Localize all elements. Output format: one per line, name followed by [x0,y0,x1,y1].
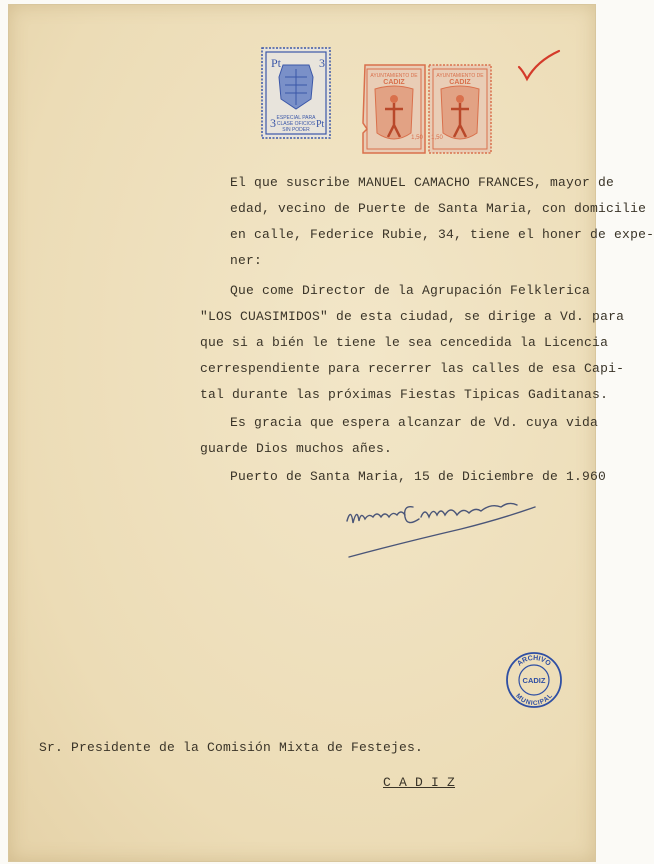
document-page [8,4,654,862]
svg-text:3: 3 [319,56,325,70]
svg-text:CADIZ: CADIZ [383,79,405,86]
seal-center-text: CADIZ [522,676,546,685]
checkmark-icon [517,49,561,83]
svg-text:CADIZ: CADIZ [449,79,471,86]
svg-text:Pt: Pt [271,56,282,70]
letter-line: El que suscribe MANUEL CAMACHO FRANCES, mayor de [230,175,615,190]
municipal-stamp [361,63,427,155]
letter-line: tal durante las próximas Fiestas Tipicas Gaditanas. [200,387,609,402]
letter-line: que si a bién le tiene le sea cencedida la Licencia [200,335,609,350]
letter-line: ner: [230,253,263,268]
letter-line: en calle, Federice Rubie, 34, tiene el honer de expe- [230,227,654,242]
svg-text:CLASE OFICIOS: CLASE OFICIOS [276,121,316,127]
svg-text:3: 3 [270,116,276,130]
archive-seal [505,651,563,709]
letter-date: Puerto de Santa Maria, 15 de Diciembre de 1.960 [230,469,607,484]
fiscal-stamp [261,47,331,139]
svg-text:1,50: 1,50 [431,135,443,141]
letter-line: guarde Dios muchos añes. [200,441,393,456]
letter-line: "LOS CUASIMIDOS" de esta ciudad, se dirige a Vd. para [200,309,625,324]
seal-bottom-text: MUNICIPAL [514,692,554,708]
letter-line: Que come Director de la Agrupación Felklerica [230,283,591,298]
letter-line: cerrespendiente para recerrer las calles de esa Capi- [200,361,625,376]
svg-text:AYUNTAMIENTO DE: AYUNTAMIENTO DE [370,73,418,79]
addressee-city: C A D I Z [383,775,456,790]
svg-text:1,50: 1,50 [411,135,423,141]
svg-text:SIN PODER: SIN PODER [282,127,310,133]
municipal-stamp [427,63,493,155]
letter-line: Es gracia que espera alcanzar de Vd. cuya vida [230,415,599,430]
svg-text:Pt: Pt [316,119,325,130]
signature [341,477,541,567]
svg-text:ESPECIAL PARA: ESPECIAL PARA [276,115,316,121]
addressee: Sr. Presidente de la Comisión Mixta de Festejes. [39,740,424,755]
svg-text:AYUNTAMIENTO DE: AYUNTAMIENTO DE [436,73,484,79]
letter-line: edad, vecino de Puerte de Santa Maria, con domicilie [230,201,647,216]
seal-top-text: ARCHIVO [516,654,552,668]
